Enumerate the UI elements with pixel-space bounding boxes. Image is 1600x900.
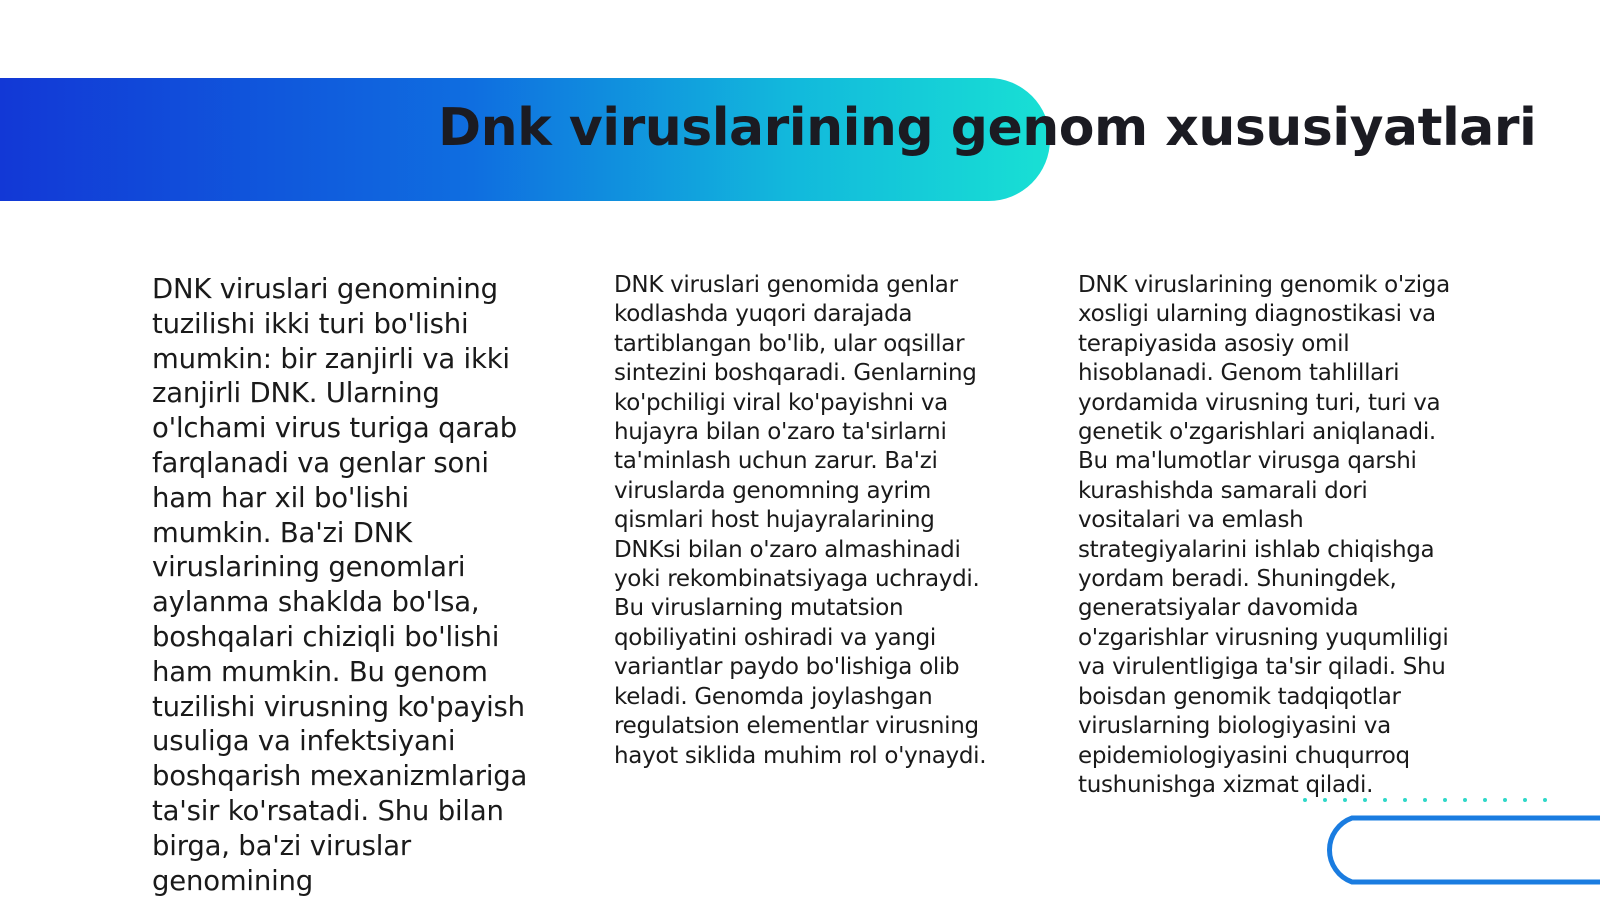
rounded-outline-decoration [1329,818,1600,882]
slide-title: Dnk viruslarining genom xususiyatlari [438,98,1537,158]
text-column-2: DNK viruslari genomida genlar kodlashda yuqori darajada tartiblangan bo'lib, ular oqsillar sintezini boshqaradi. Genlarning ko'pchiligi viral ko'payishni va hujayra bilan o'zaro ta'sirlarni ta'minlash uchun zarur. Ba'zi viruslarda genomning ayrim qismlari host hujayralarining DNKsi bilan o'zaro almashinadi yoki rekombinatsiyaga uchraydi. Bu viruslarning mutatsion qobiliyatini oshiradi va yangi variantlar paydo bo'lishiga olib keladi. Genomda joylashgan regulatsion elementlar virusning hayot siklida muhim rol o'ynaydi. [614,272,987,769]
text-column-1: DNK viruslari genomining tuzilishi ikki turi bo'lishi mumkin: bir zanjirli va ikki zanjirli DNK. Ularning o'lchami virus turiga qarab farqlanadi va genlar soni ham har xil bo'lishi mumkin. Ba'zi DNK viruslarining genomlari aylanma shaklda bo'lsa, boshqalari chiziqli bo'lishi ham mumkin. Bu genom tuzilishi virusning ko'payish usuliga va infektsiyani boshqarish mexanizmlariga ta'sir ko'rsatadi. Shu bilan birga, ba'zi viruslar genomining [152,273,528,897]
text-column-3: DNK viruslarining genomik o'ziga xosligi ularning diagnostikasi va terapiyasida asosiy omil hisoblanadi. Genom tahlillari yordamida virusning turi, turi va genetik o'zgarishlari aniqlanadi. Bu ma'lumotlar virusga qarshi kurashishda samarali dori vositalari va emlash strategiyalarini ishlab chiqishga yordam beradi. Shuningdek, generatsiyalar davomida o'zgarishlar virusning yuqumliligi va virulentligiga ta'sir qiladi. Shu boisdan genomik tadqiqotlar viruslarning biologiyasini va epidemiologiyasini chuqurroq tushunishga xizmat qiladi. [1078,272,1450,798]
